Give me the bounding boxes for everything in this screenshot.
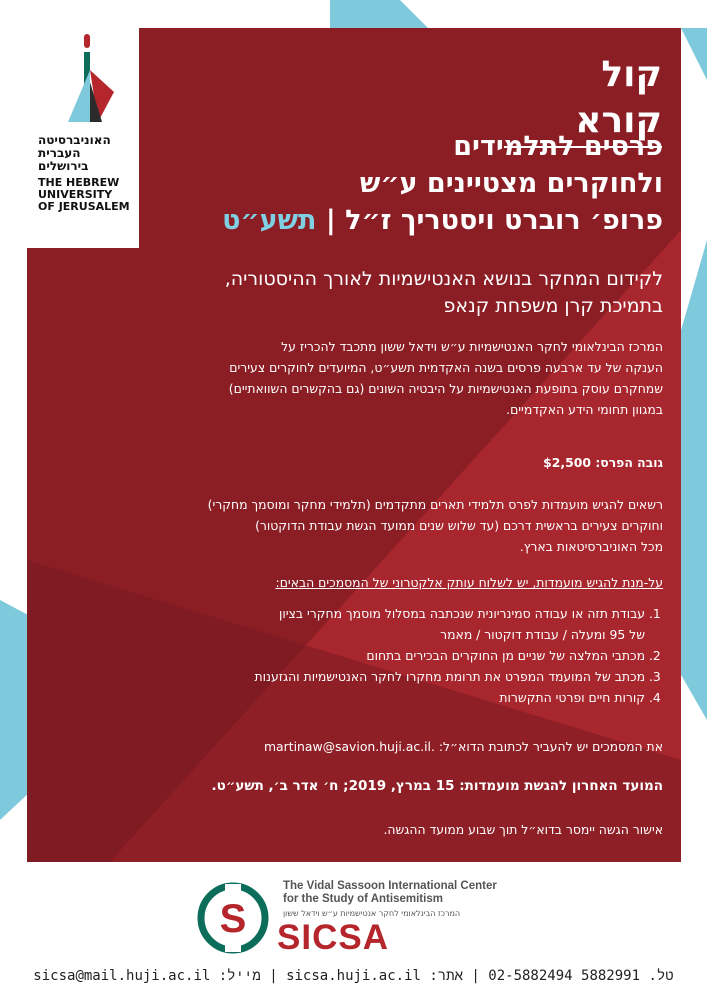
title-year: תשע״ט: [222, 205, 317, 236]
submission-email-link[interactable]: martinaw@savion.huji.ac.il.: [263, 739, 435, 754]
logo-english-text: [38, 177, 138, 213]
logo-en-line-1: THE HEBREW: [38, 176, 120, 189]
prize-label: גובה הפרס:: [595, 455, 663, 470]
eligibility-line-2: וחוקרים צעירים בראשית דרכם (עד שלוש שנים ממועד הגשת עבודת הדוקטור): [255, 518, 663, 533]
deadline-text: המועד האחרון להגשת מועמדות: 15 במרץ, 2019; ח׳ אדר ב׳, תשע״ט.: [211, 778, 663, 794]
subtitle-line-1: לקידום המחקר בנושא האנטישמיות לאורך ההיסטוריה,: [224, 268, 663, 290]
documents-section: [43, 572, 663, 708]
document-item-2: 2. מכתבי המלצה של שניים מן החוקרים הבכירים בתחום: [43, 645, 645, 666]
title-line-2: ולחוקרים מצטיינים ע״ש: [359, 168, 663, 199]
university-emblem-icon: [58, 30, 122, 130]
logo-he-line-3: בירושלים: [38, 159, 89, 173]
document-item-1-text: עבודת תזה או עבודה סמינריונית שנכתבה במסלול מוסמך מחקרי בציון: [279, 606, 645, 621]
prize-value: $2,500: [543, 455, 591, 470]
subtitle: [43, 266, 663, 320]
prize-amount: [43, 452, 663, 473]
eligibility-line-1: רשאים להגיש מועמדות לפרס תלמידי תארים מתקדמים (תלמידי מחקר ומוסמך מחקרי): [207, 497, 663, 512]
document-item-4: 4. קורות חיים ופרטי התקשרות: [43, 687, 645, 708]
sicsa-en-line-1: The Vidal Sassoon International Center: [283, 880, 497, 892]
intro-line-2: הענקה של עד ארבעה פרסים בשנה האקדמית תשע״ט, המיועדים לחוקרים צעירים: [229, 360, 663, 375]
document-item-1-cont: של 95 ומעלה / עבודת דוקטור / מאמר: [440, 627, 645, 642]
submission-line: [43, 736, 663, 757]
sicsa-wordmark: SICSA: [277, 918, 389, 957]
hebrew-university-logo: [38, 30, 138, 213]
sicsa-emblem-icon: [195, 880, 275, 955]
call-heading: קול קורא: [504, 52, 662, 148]
subtitle-line-2: בתמיכת קרן משפחת קנאפ: [443, 295, 663, 317]
intro-line-4: במגוון תחומי הידע האקדמיים.: [506, 402, 663, 417]
logo-he-line-1: האוניברסיטה: [38, 133, 111, 147]
documents-list: [43, 603, 663, 708]
prize-title: [183, 128, 663, 239]
sicsa-hebrew-name: המרכז הבינלאומי לחקר אנטישמיות ע״ש וידאל ששון: [283, 909, 461, 918]
sicsa-english-name: [283, 880, 543, 906]
svg-text:S: S: [219, 897, 247, 941]
logo-en-line-3: OF JERUSALEM: [38, 200, 130, 213]
title-line-3: [183, 202, 663, 239]
sicsa-en-line-2: for the Study of Antisemitism: [283, 893, 443, 905]
intro-line-3: שמחקרם עוסק בתופעת האנטישמיות על היבטיה השונים (גם בהקשרים השוואתיים): [228, 381, 663, 396]
logo-he-line-2: העברית: [38, 146, 81, 160]
title-line-1: פרסים לתלמידים: [453, 131, 663, 162]
contact-footer[interactable]: טל. 5882991 02-5882494 | אתר: sicsa.huji.ac.il | מייל: sicsa@mail.huji.ac.il: [33, 968, 674, 984]
documents-heading: על-מנת להגיש מועמדות, יש לשלוח עותק אלקטרוני של המסמכים הבאים:: [275, 575, 663, 590]
title-line-3-main: פרופ׳ רוברט ויסטריך ז״ל |: [325, 205, 663, 236]
logo-en-line-2: UNIVERSITY: [38, 188, 113, 201]
logo-hebrew-text: [38, 134, 138, 173]
confirmation-text: אישור הגשה יימסר בדוא״ל תוך שבוע ממועד ההגשה.: [383, 822, 663, 837]
cyan-corner-cut: [681, 28, 707, 80]
intro-paragraph: [43, 336, 663, 420]
document-item-3: 3. מכתב של המועמד המפרט את תרומת מחקרו לחקר האנטישמיות והגזענות: [43, 666, 645, 687]
intro-line-1: המרכז הבינלאומי לחקר האנטישמיות ע״ש וידאל ששון מתכבד להכריז על: [281, 339, 663, 354]
eligibility-line-3: מכל האוניברסיטאות בארץ.: [519, 539, 663, 554]
submission-text: את המסמכים יש להעביר לכתובת הדוא״ל:: [438, 739, 663, 754]
eligibility-paragraph: [43, 494, 663, 557]
sicsa-logo: [195, 880, 535, 955]
document-item-1: [43, 603, 645, 645]
